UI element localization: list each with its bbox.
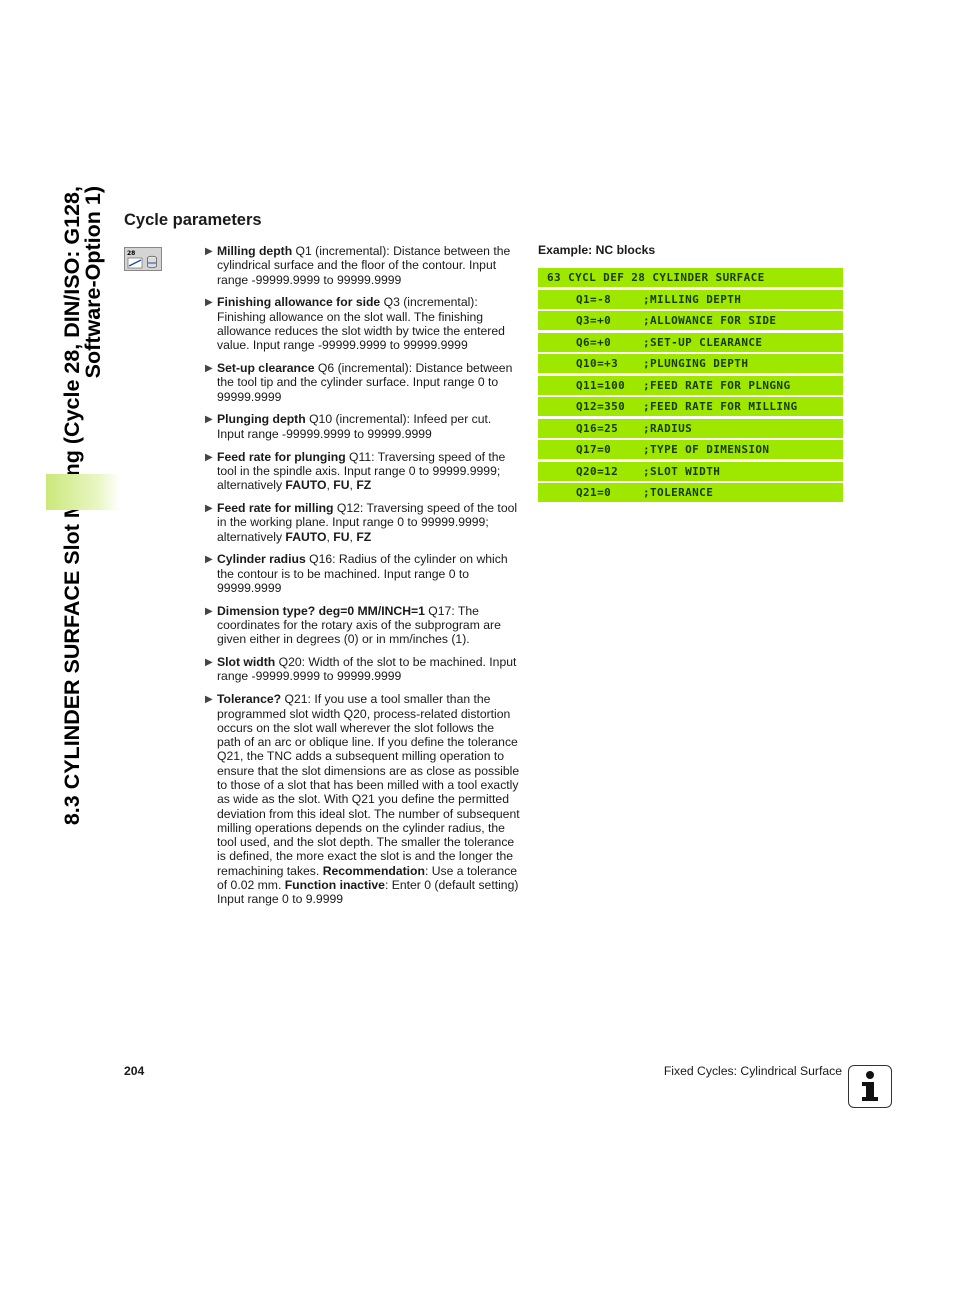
param-term: Dimension type? deg=0 MM/INCH=1	[217, 603, 425, 618]
param-alt: FZ	[356, 478, 372, 493]
triangle-bullet-icon: ▶	[205, 297, 213, 309]
param-sep: ,	[349, 529, 357, 544]
chapter-title-text: 8.3 CYLINDER SURFACE Slot (Cycle 28, DIN/ISO: G128, Software-Option 1)	[60, 186, 105, 826]
param-sep: ,	[326, 529, 334, 544]
triangle-bullet-icon: ▶	[205, 246, 213, 257]
nc-comment: ;TOLERANCE	[643, 486, 714, 499]
nc-code-block	[538, 268, 843, 505]
param-item-feed-plunging	[204, 450, 520, 493]
nc-comment: ;FEED RATE FOR MILLING	[643, 400, 798, 413]
triangle-bullet-icon: ▶	[205, 502, 213, 514]
param-item-milling-depth	[204, 244, 520, 287]
section-heading: Cycle parameters	[124, 211, 262, 229]
nc-comment: ;PLUNGING DEPTH	[643, 357, 749, 370]
param-item-setup-clearance	[204, 361, 520, 404]
nc-line	[538, 462, 843, 481]
param-term: Slot width	[217, 655, 276, 670]
info-icon	[848, 1065, 892, 1108]
param-item-plunging-depth	[204, 412, 520, 441]
param-item-slot-width	[204, 655, 520, 684]
recommendation-text: : Use a tolerance of 0.02 mm.	[217, 863, 518, 893]
nc-comment: ;FEED RATE FOR PLNGNG	[643, 378, 791, 392]
chapter-color-tab	[46, 474, 120, 510]
param-alt: FAUTO	[285, 478, 327, 493]
nc-line	[538, 290, 843, 309]
param-term: Finishing allowance for side	[217, 295, 381, 310]
page-number: 204	[124, 1064, 145, 1078]
nc-param: Q3=+0	[576, 314, 612, 327]
triangle-bullet-icon: ▶	[205, 363, 213, 375]
nc-line	[538, 376, 843, 395]
triangle-bullet-icon: ▶	[205, 554, 213, 566]
param-desc: Q10 (incremental): Infeed per cut. Input range -99999.9999 to 99999.9999	[217, 412, 492, 441]
param-desc: Q17: The coordinates for the rotary axis of the subprogram are given either in degrees (0) or in mm/inches (1).	[217, 603, 501, 647]
nc-comment: ;MILLING DEPTH	[643, 292, 742, 306]
nc-line	[538, 333, 843, 352]
nc-param: Q21=0	[576, 486, 612, 499]
param-item-dimension-type	[204, 604, 520, 647]
parameter-list	[204, 244, 520, 915]
param-alt: FAUTO	[285, 529, 327, 544]
param-alt: FZ	[356, 529, 372, 544]
nc-param: Q12=350	[576, 400, 626, 413]
nc-param: Q17=0	[576, 443, 612, 456]
nc-comment: ;SET-UP CLEARANCE	[643, 335, 763, 349]
triangle-bullet-icon: ▶	[205, 414, 213, 426]
param-desc: Q16: Radius of the cylinder on which the contour is to be machined. Input range 0 to 99999.9999	[217, 552, 508, 595]
cycle-icon-label: 28	[127, 250, 136, 257]
nc-param: Q20=12	[576, 464, 619, 478]
nc-comment: ;RADIUS	[643, 421, 693, 435]
param-item-tolerance	[204, 692, 520, 906]
nc-line-header: 63 CYCL DEF 28 CYLINDER SURFACE	[538, 268, 843, 287]
param-desc: Q21: If you use a tool smaller than the programmed slot width Q20, process-related distortion occurs on the slot wall wherever the slot follows the path of an arc or oblique line. If you define the tolerance Q21, the TNC adds a subsequent milling operation to ensure that the slot dimensions are as close as possible to those of a slot that has been milled with a tool exactly as wide as the slot. With Q21 you define the permitted deviation from this ideal slot. The number of subsequent milling operations depends on the cylinder radius, the tool used, and the slot depth. The smaller the tolerance is defined, the more exact the slot is and the longer the remachining takes.	[217, 692, 520, 878]
param-item-feed-milling	[204, 501, 520, 544]
param-term: Milling depth	[217, 244, 293, 258]
param-alt: FU	[333, 529, 350, 544]
param-sep: ,	[326, 478, 334, 493]
param-desc: Q11: Traversing speed of the tool in the spindle axis. Input range 0 to 99999.9999; alternatively	[217, 449, 506, 493]
chapter-side-title	[60, 186, 105, 886]
param-desc: Q20: Width of the slot to be machined. Input range -99999.9999 to 99999.9999	[217, 655, 517, 684]
param-desc: Q6 (incremental): Distance between the tool tip and the cylinder surface. Input range 0 to 99999.9999	[217, 361, 513, 404]
nc-line	[538, 419, 843, 438]
param-term: Feed rate for plunging	[217, 449, 346, 464]
triangle-bullet-icon: ▶	[205, 451, 213, 463]
param-desc: Q12: Traversing speed of the tool in the working plane. Input range 0 to 99999.9999; alternatively	[217, 500, 518, 544]
triangle-bullet-icon: ▶	[205, 694, 213, 706]
param-desc: Q1 (incremental): Distance between the cylindrical surface and the floor of the contour. Input range -99999.9999 to 99999.9999	[217, 244, 511, 287]
cycle-28-softkey-icon	[124, 247, 162, 271]
nc-comment: ;ALLOWANCE FOR SIDE	[643, 314, 777, 327]
nc-param: Q6=+0	[576, 335, 612, 349]
recommendation-term: Recommendation	[322, 863, 425, 878]
nc-comment: ;SLOT WIDTH	[643, 464, 721, 478]
nc-param: Q11=100	[576, 378, 626, 392]
param-term: Set-up clearance	[217, 361, 315, 376]
nc-line	[538, 354, 843, 373]
nc-line	[538, 311, 843, 330]
param-alt: FU	[333, 478, 350, 493]
nc-line	[538, 440, 843, 459]
param-item-cylinder-radius	[204, 552, 520, 595]
function-inactive-term: Function inactive	[284, 878, 385, 893]
triangle-bullet-icon: ▶	[205, 657, 213, 669]
nc-param: Q10=+3	[576, 357, 619, 370]
example-heading: Example: NC blocks	[538, 243, 656, 257]
nc-line	[538, 483, 843, 502]
triangle-bullet-icon: ▶	[205, 605, 213, 617]
nc-comment: ;TYPE OF DIMENSION	[643, 443, 770, 456]
param-term: Tolerance?	[217, 692, 282, 707]
nc-param: Q1=-8	[576, 292, 612, 306]
param-item-finishing-allowance	[204, 295, 520, 352]
param-term: Plunging depth	[217, 412, 306, 427]
param-term: Feed rate for milling	[217, 500, 334, 515]
function-inactive-text: : Enter 0 (default setting) Input range 0 to 9.9999	[217, 878, 519, 907]
nc-param: Q16=25	[576, 421, 619, 435]
footer-chapter-title: Fixed Cycles: Cylindrical Surface	[663, 1064, 842, 1078]
param-term: Cylinder radius	[217, 552, 306, 567]
param-sep: ,	[349, 478, 357, 493]
nc-line	[538, 397, 843, 416]
param-desc: Q3 (incremental): Finishing allowance on the slot wall. The finishing allowance reduces the slot width by twice the entered value. Input range -99999.9999 to 99999.9999	[217, 295, 505, 353]
